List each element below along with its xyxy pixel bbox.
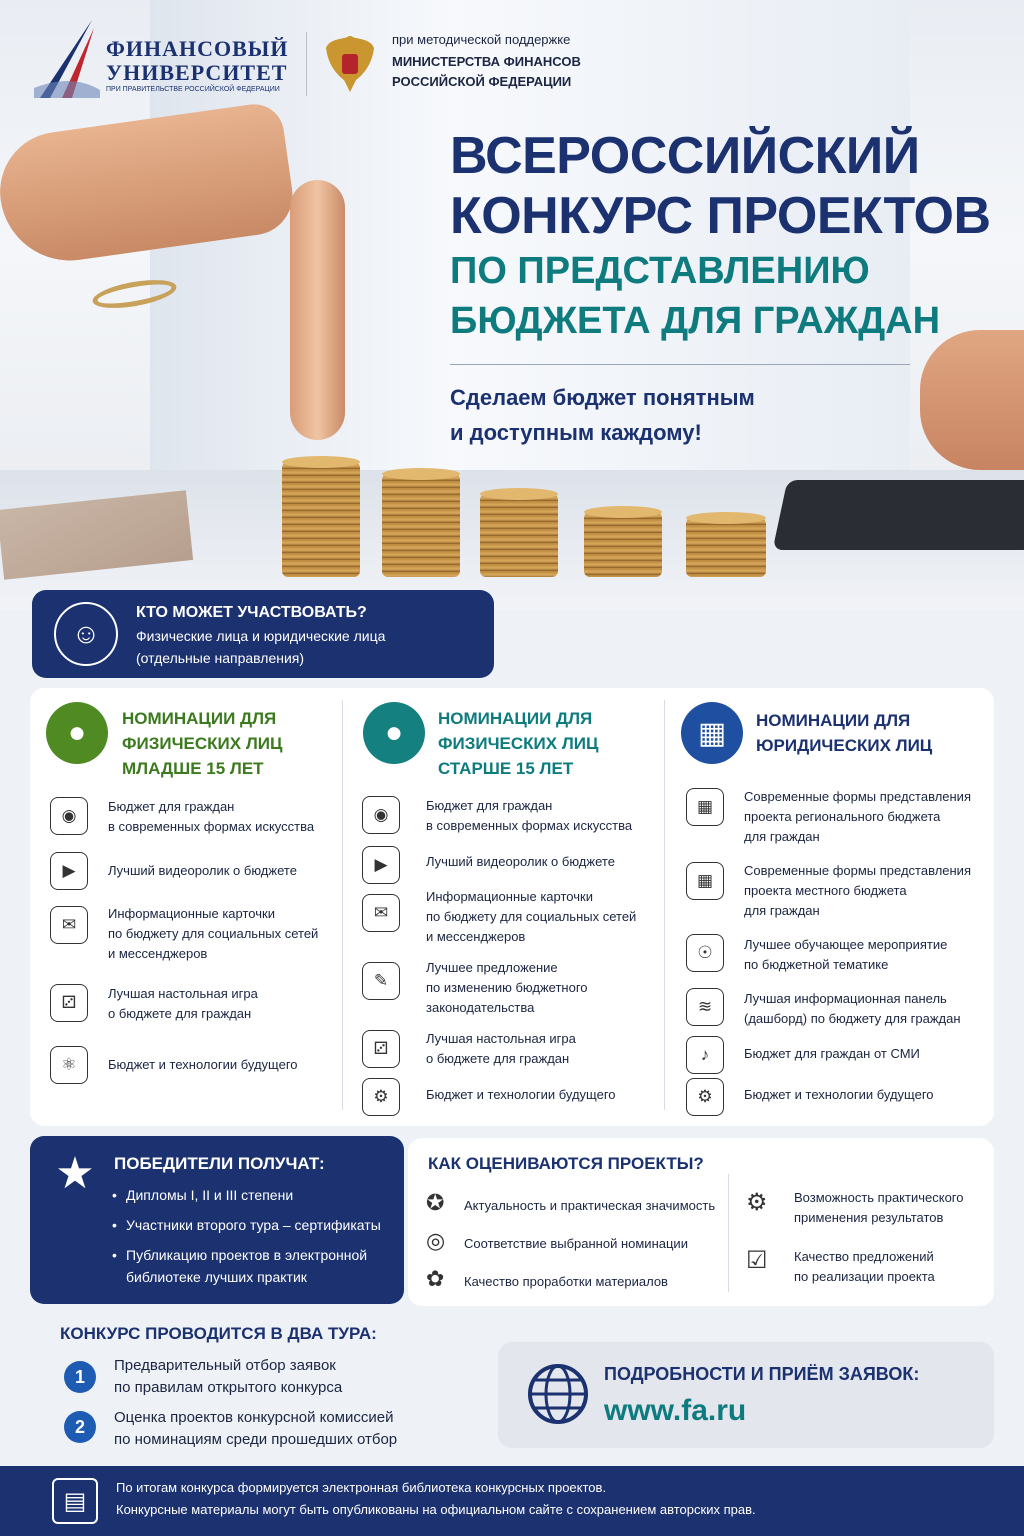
title-line-2: КОНКУРС ПРОЕКТОВ	[450, 187, 991, 245]
winners-item-2: Участники второго тура – сертификаты	[126, 1217, 381, 1233]
column-divider-2	[664, 700, 665, 1110]
details-box	[498, 1342, 994, 1448]
n3-item-6-line-1: Бюджет и технологии будущего	[744, 1087, 934, 1102]
n1-item-4-line-1: Лучшая настольная игра	[108, 986, 258, 1001]
winners-item-3: Публикацию проектов в электронной	[126, 1247, 368, 1263]
university-name-3: ПРИ ПРАВИТЕЛЬСТВЕ РОССИЙСКОЙ ФЕДЕРАЦИИ	[106, 86, 280, 93]
board-game-icon: ⚂	[362, 1030, 400, 1068]
evaluation-panel	[408, 1138, 994, 1306]
university-name-1: ФИНАНСОВЫЙ	[106, 36, 289, 61]
n3-item-4-line-2: (дашборд) по бюджету для граждан	[744, 1011, 961, 1026]
winner-bullet: •	[112, 1187, 117, 1203]
n2-item-3-line-2: по бюджету для социальных сетей	[426, 909, 637, 924]
tour-2-line-1: Оценка проектов конкурсной комиссией	[114, 1409, 394, 1426]
future-tech-icon: ⚙	[362, 1078, 400, 1116]
tour-1-line-2: по правилам открытого конкурса	[114, 1379, 343, 1396]
nomination-1-title-2: ФИЗИЧЕСКИХ ЛИЦ	[122, 734, 283, 753]
title-line-3: ПО ПРЕДСТАВЛЕНИЮ	[450, 250, 870, 292]
n3-item-2-line-3: для граждан	[744, 903, 820, 918]
n1-item-3-line-2: по бюджету для социальных сетей	[108, 926, 319, 941]
target-icon: ◎	[426, 1228, 446, 1253]
slogan-line-1: Сделаем бюджет понятным	[450, 385, 755, 410]
future-tech-icon: ⚙	[686, 1078, 724, 1116]
winners-item-1: Дипломы I, II и III степени	[126, 1187, 294, 1203]
n1-item-1-line-2: в современных формах искусства	[108, 819, 315, 834]
n2-item-1-line-2: в современных формах искусства	[426, 818, 633, 833]
who-line-1: Физические лица и юридические лица	[136, 628, 386, 644]
microphone-icon: ♪	[686, 1036, 724, 1074]
coin-stack-5	[686, 518, 766, 577]
n3-item-1-line-1: Современные формы представления	[744, 789, 971, 804]
winners-box	[30, 1136, 404, 1304]
title-line-4: БЮДЖЕТА ДЛЯ ГРАЖДАН	[450, 300, 941, 342]
column-divider-1	[342, 700, 343, 1110]
university-name-2: УНИВЕРСИТЕТ	[106, 60, 288, 85]
board-game-icon: ⚂	[50, 984, 88, 1022]
n1-item-5-line-1: Бюджет и технологии будущего	[108, 1057, 298, 1072]
coin-stack-3	[480, 494, 558, 577]
building-icon: ▦	[681, 702, 743, 764]
checklist-icon: ☑	[746, 1247, 768, 1274]
video-icon: ▶	[362, 846, 400, 884]
who-heading: КТО МОЖЕТ УЧАСТВОВАТЬ?	[136, 604, 367, 621]
n3-item-2-line-1: Современные формы представления	[744, 863, 971, 878]
n3-item-1-line-2: проекта регионального бюджета	[744, 809, 941, 824]
website-link[interactable]: www.fa.ru	[604, 1394, 747, 1427]
criterion-4-line-2: применения результатов	[794, 1210, 944, 1225]
title-line-1: ВСЕРОССИЙСКИЙ	[450, 127, 920, 185]
n2-item-6-line-1: Бюджет и технологии будущего	[426, 1087, 616, 1102]
footer-line-2: Конкурсные материалы могут быть опубликованы на официальном сайте с сохранением авторских прав.	[116, 1502, 756, 1517]
n2-item-4-line-3: законодательства	[426, 1000, 535, 1015]
support-line-3: РОССИЙСКОЙ ФЕДЕРАЦИИ	[392, 74, 572, 89]
evaluation-heading: КАК ОЦЕНИВАЮТСЯ ПРОЕКТЫ?	[428, 1154, 704, 1173]
evaluation-divider	[728, 1174, 729, 1292]
who-can-participate-box	[32, 590, 494, 678]
footer-line-1: По итогам конкурса формируется электронная библиотека конкурсных проектов.	[116, 1480, 607, 1495]
criterion-3: Качество проработки материалов	[464, 1274, 668, 1289]
quality-icon: ✿	[426, 1266, 445, 1291]
nomination-2-title-3: СТАРШЕ 15 ЛЕТ	[438, 759, 574, 778]
person-icon: ●	[363, 702, 425, 764]
chat-cards-icon: ✉	[50, 906, 88, 944]
n3-item-2-line-2: проекта местного бюджета	[744, 883, 907, 898]
people-group-icon: ☺	[54, 602, 118, 666]
n3-item-5-line-1: Бюджет для граждан от СМИ	[744, 1046, 920, 1061]
n1-item-4-line-2: о бюджете для граждан	[108, 1006, 252, 1021]
person-icon: ●	[46, 702, 108, 764]
n3-item-3-line-2: по бюджетной тематике	[744, 957, 889, 972]
support-line-2: МИНИСТЕРСТВА ФИНАНСОВ	[392, 54, 581, 69]
finger-shape	[290, 180, 345, 440]
nomination-1-title-1: НОМИНАЦИИ ДЛЯ	[122, 709, 277, 728]
coin-stack-4	[584, 512, 662, 577]
nomination-3-title-2: ЮРИДИЧЕСКИХ ЛИЦ	[756, 736, 933, 755]
slogan-line-2: и доступным каждому!	[450, 420, 702, 445]
winners-item-4: библиотеке лучших практик	[126, 1269, 307, 1285]
buildings-icon: ▦	[686, 788, 724, 826]
buildings-icon: ▦	[686, 862, 724, 900]
tour-number-2: 2	[64, 1411, 96, 1443]
n2-item-1-line-1: Бюджет для граждан	[426, 798, 553, 813]
who-line-2: (отдельные направления)	[136, 650, 305, 666]
criterion-4-line-1: Возможность практического	[794, 1190, 964, 1205]
n2-item-5-line-1: Лучшая настольная игра	[426, 1031, 576, 1046]
n2-item-3-line-1: Информационные карточки	[426, 889, 593, 904]
tour-1-line-1: Предварительный отбор заявок	[114, 1357, 336, 1374]
edit-document-icon: ✎	[362, 962, 400, 1000]
details-heading: ПОДРОБНОСТИ И ПРИЁМ ЗАЯВОК:	[604, 1364, 920, 1384]
criterion-5-line-1: Качество предложений	[794, 1249, 934, 1264]
star-badge-icon: ✪	[426, 1190, 445, 1215]
university-logo-icon	[32, 18, 102, 100]
tours-heading: КОНКУРС ПРОВОДИТСЯ В ДВА ТУРА:	[60, 1324, 377, 1343]
second-hand-shape	[920, 330, 1024, 470]
chat-cards-icon: ✉	[362, 894, 400, 932]
globe-icon	[526, 1362, 590, 1426]
winners-heading: ПОБЕДИТЕЛИ ПОЛУЧАТ:	[114, 1154, 325, 1173]
trophy-icon: ★	[55, 1149, 95, 1198]
n2-item-2-line-1: Лучший видеоролик о бюджете	[426, 854, 615, 869]
coat-of-arms-icon	[322, 30, 378, 98]
palette-icon: ◉	[50, 797, 88, 835]
document-icon: ▤	[52, 1478, 98, 1524]
video-icon: ▶	[50, 852, 88, 890]
n1-item-3-line-1: Информационные карточки	[108, 906, 275, 921]
dashboard-icon: ≋	[686, 988, 724, 1026]
n2-item-5-line-2: о бюджете для граждан	[426, 1051, 570, 1066]
logo-divider	[306, 32, 307, 96]
coin-stack-2	[382, 474, 460, 577]
nomination-2-title-2: ФИЗИЧЕСКИХ ЛИЦ	[438, 734, 599, 753]
nomination-3-title-1: НОМИНАЦИИ ДЛЯ	[756, 711, 911, 730]
coin-stack-1	[282, 462, 360, 577]
n1-item-3-line-3: и мессенджеров	[108, 946, 208, 961]
n2-item-4-line-1: Лучшее предложение	[426, 960, 558, 975]
footer	[0, 1466, 1024, 1536]
title-divider	[450, 364, 910, 365]
n1-item-2-line-1: Лучший видеоролик о бюджете	[108, 863, 297, 878]
tour-2-line-2: по номинациям среди прошедших отбор	[114, 1431, 398, 1448]
criterion-5-line-2: по реализации проекта	[794, 1269, 935, 1284]
winner-bullet: •	[112, 1247, 117, 1263]
gear-icon: ⚙	[746, 1189, 768, 1216]
n2-item-4-line-2: по изменению бюджетного	[426, 980, 588, 995]
palette-icon: ◉	[362, 796, 400, 834]
calculator-shape	[773, 480, 1024, 550]
tour-number-1: 1	[64, 1361, 96, 1393]
support-line-1: при методической поддержке	[392, 32, 571, 47]
atom-icon: ⚛	[50, 1046, 88, 1084]
nomination-1-title-3: МЛАДШЕ 15 ЛЕТ	[122, 759, 264, 778]
n3-item-4-line-1: Лучшая информационная панель	[744, 991, 947, 1006]
n1-item-1-line-1: Бюджет для граждан	[108, 799, 235, 814]
n2-item-3-line-3: и мессенджеров	[426, 929, 526, 944]
n3-item-3-line-1: Лучшее обучающее мероприятие	[744, 937, 948, 952]
criterion-2: Соответствие выбранной номинации	[464, 1236, 688, 1251]
criterion-1: Актуальность и практическая значимость	[464, 1198, 716, 1213]
nomination-2-title-1: НОМИНАЦИИ ДЛЯ	[438, 709, 593, 728]
n3-item-1-line-3: для граждан	[744, 829, 820, 844]
training-icon: ☉	[686, 934, 724, 972]
winner-bullet: •	[112, 1217, 117, 1233]
